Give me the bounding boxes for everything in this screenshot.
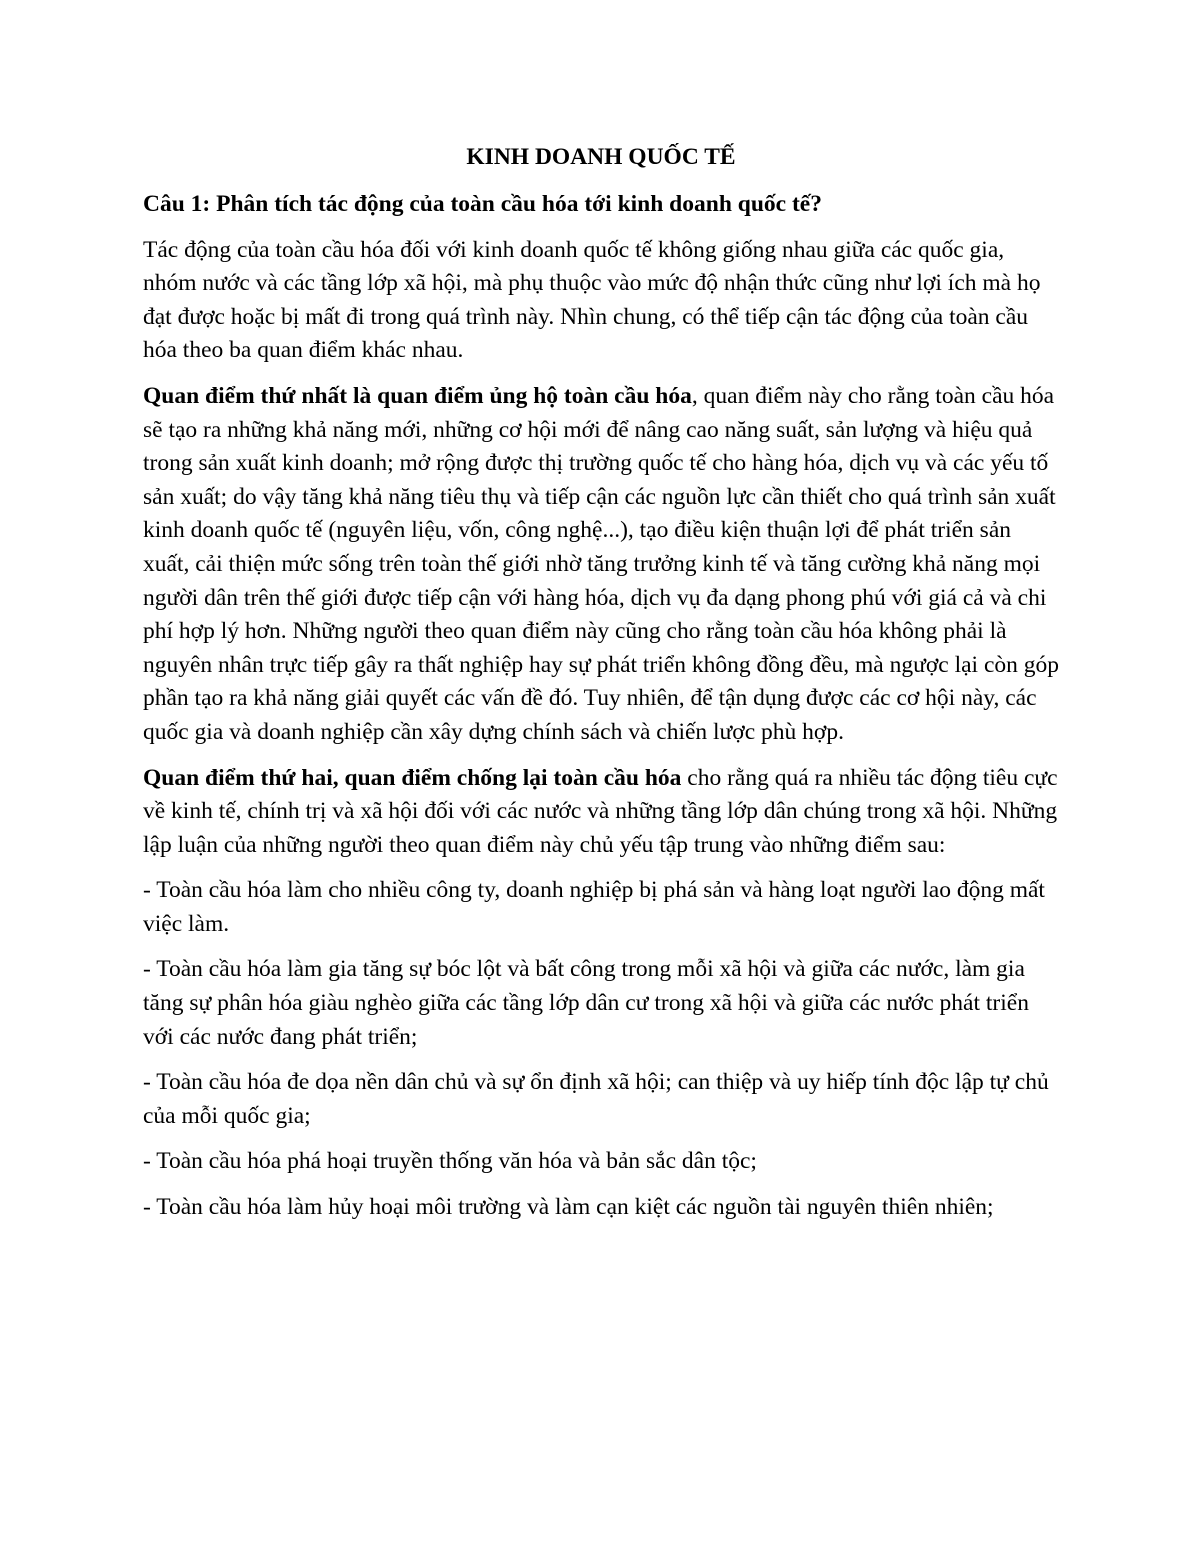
view2-paragraph xyxy=(143,762,1059,863)
question-heading: Câu 1: Phân tích tác động của toàn cầu hóa tới kinh doanh quốc tế? xyxy=(143,191,822,217)
view1-paragraph xyxy=(143,380,1059,750)
bullet-item: - Toàn cầu hóa làm cho nhiều công ty, doanh nghiệp bị phá sản và hàng loạt người lao động mất việc làm. xyxy=(143,877,1045,937)
bullet-item: - Toàn cầu hóa phá hoại truyền thống văn hóa và bản sắc dân tộc; xyxy=(143,1148,757,1175)
document-page xyxy=(143,140,1059,1237)
bullet-item: - Toàn cầu hóa làm gia tăng sự bóc lột và bất công trong mỗi xã hội và giữa các nước, làm gia tăng sự phân hóa giàu nghèo giữa các tầng lớp dân cư trong xã hội và giữa các nước phát triển với các nước đang phát triển; xyxy=(143,956,1029,1050)
view2-heading: Quan điểm thứ hai, quan điểm chống lại toàn cầu hóa xyxy=(143,764,682,791)
bullet-item: - Toàn cầu hóa làm hủy hoại môi trường và làm cạn kiệt các nguồn tài nguyên thiên nhiên; xyxy=(143,1194,994,1221)
view1-body: , quan điểm này cho rằng toàn cầu hóa sẽ tạo ra những khả năng mới, những cơ hội mới để nâng cao năng suất, sản lượng và hiệu quả trong sản xuất kinh doanh; mở rộng được thị trường quốc tế cho hàng hóa, dịch vụ và các yếu tố sản xuất; do vậy tăng khả năng tiêu thụ và tiếp cận các nguồn lực cần thiết cho quá trình sản xuất kinh doanh quốc tế (nguyên liệu, vốn, công nghệ...), tạo điều kiện thuận lợi để phát triển sản xuất, cải thiện mức sống trên toàn thế giới nhờ tăng trưởng kinh tế và tăng cường khả năng mọi người dân trên thế giới được tiếp cận với hàng hóa, dịch vụ đa dạng phong phú với giá cả và chi phí hợp lý hơn. Những người theo quan điểm này cũng cho rằng toàn cầu hóa không phải là nguyên nhân trực tiếp gây ra thất nghiệp hay sự phát triển không đồng đều, mà ngược lại còn góp phần tạo ra khả năng giải quyết các vấn đề đó. Tuy nhiên, để tận dụng được các cơ hội này, các quốc gia và doanh nghiệp cần xây dựng chính sách và chiến lược phù hợp. xyxy=(143,382,1059,745)
bullet-item: - Toàn cầu hóa đe dọa nền dân chủ và sự ổn định xã hội; can thiệp và uy hiếp tính độc lập tự chủ của mỗi quốc gia; xyxy=(143,1069,1049,1129)
view1-heading: Quan điểm thứ nhất là quan điểm ủng hộ toàn cầu hóa xyxy=(143,382,692,409)
view2-body: cho rằng quá ra nhiều tác động tiêu cực về kinh tế, chính trị và xã hội đối với các nước và những tầng lớp dân chúng trong xã hội. Những lập luận của những người theo quan điểm này chủ yếu tập trung vào những điểm sau: xyxy=(143,764,1058,858)
intro-paragraph: Tác động của toàn cầu hóa đối với kinh doanh quốc tế không giống nhau giữa các quốc gia, nhóm nước và các tầng lớp xã hội, mà phụ thuộc vào mức độ nhận thức cũng như lợi ích mà họ đạt được hoặc bị mất đi trong quá trình này. Nhìn chung, có thể tiếp cận tác động của toàn cầu hóa theo ba quan điểm khác nhau. xyxy=(143,236,1041,364)
document-title: KINH DOANH QUỐC TẾ xyxy=(466,144,736,170)
